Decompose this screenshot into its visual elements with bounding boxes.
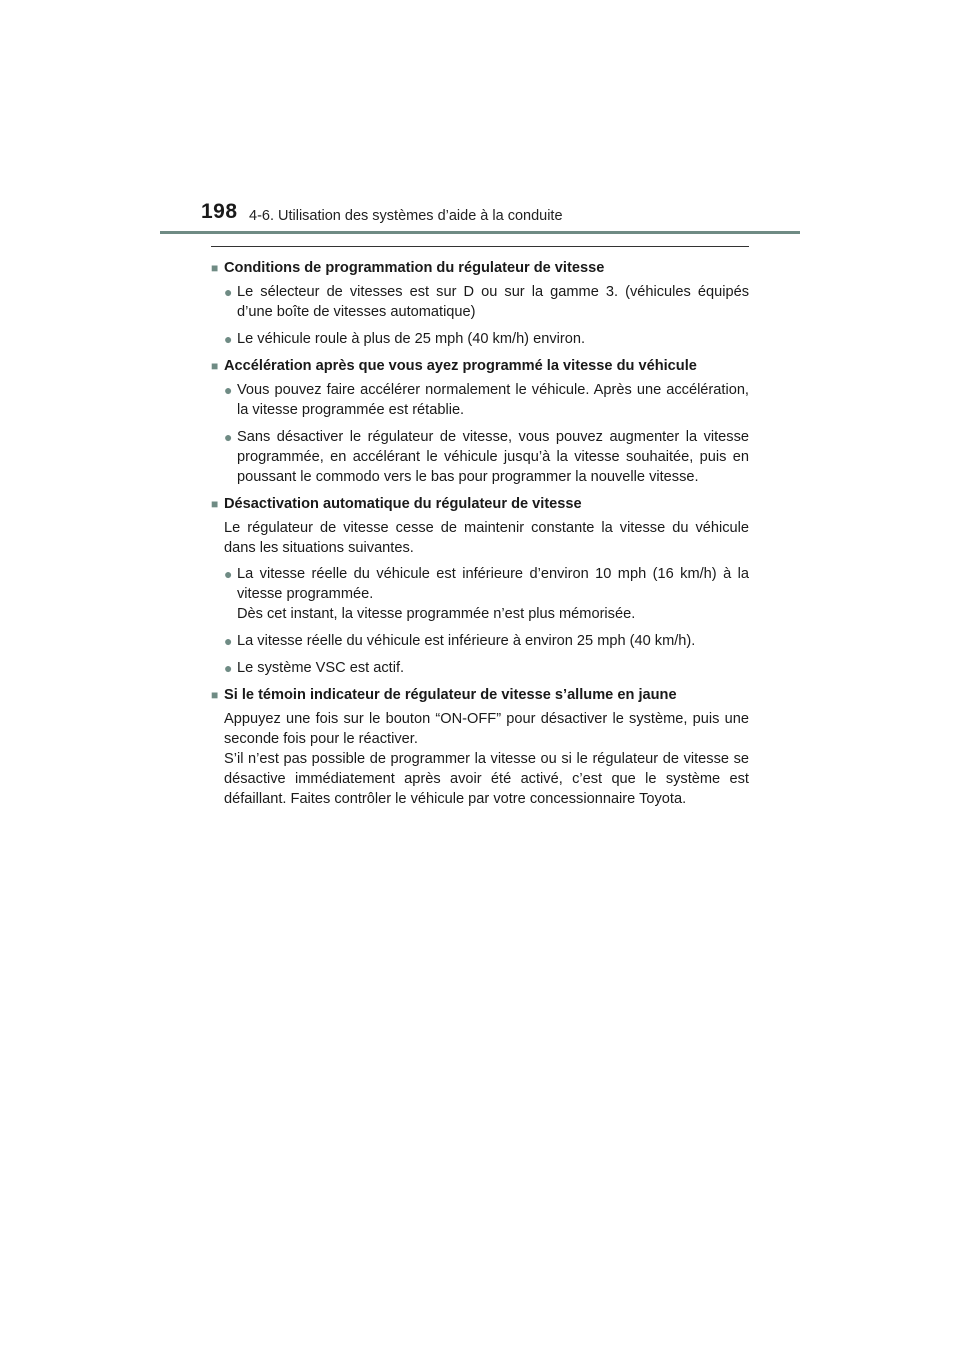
page-number: 198 [201, 200, 238, 223]
section-heading: Si le témoin indicateur de régulateur de vitesse s’allume en jaune [224, 687, 677, 703]
dot-bullet-icon: ● [224, 284, 233, 300]
section-acceleration [211, 356, 749, 487]
square-bullet-icon: ■ [211, 688, 219, 702]
section-indicator-yellow [211, 685, 749, 809]
list-item: ● Le sélecteur de vitesses est sur D ou sur la gamme 3. (véhicules équipés d’une boîte de vitesses automatique) [211, 282, 749, 322]
list-item: ● La vitesse réelle du véhicule est inférieure d’environ 10 mph (16 km/h) à la vitesse programmée. Dès cet instant, la vitesse programmée n’est plus mémorisée. [211, 564, 749, 624]
section-rule [211, 246, 749, 247]
dot-bullet-icon: ● [224, 382, 233, 398]
section-heading: Accélération après que vous ayez programmé la vitesse du véhicule [224, 358, 697, 374]
square-bullet-icon: ■ [211, 261, 219, 275]
dot-bullet-icon: ● [224, 660, 233, 676]
section-paragraph: Appuyez une fois sur le bouton “ON-OFF” pour désactiver le système, puis une seconde fois pour le réactiver. S’il n’est pas possible de programmer la vitesse ou si le régulateur de vitesse se désactive immédiatement après avoir été activé, c’est que le système est défaillant. Faites contrôler le véhicule par votre concessionnaire Toyota. [224, 711, 749, 807]
square-bullet-icon: ■ [211, 359, 219, 373]
chapter-title: 4-6. Utilisation des systèmes d’aide à la conduite [249, 208, 563, 224]
page-content [211, 258, 749, 815]
section-conditions [211, 258, 749, 349]
section-heading: Désactivation automatique du régulateur de vitesse [224, 496, 582, 512]
list-item: ● Le système VSC est actif. [211, 658, 749, 678]
dot-bullet-icon: ● [224, 331, 233, 347]
dot-bullet-icon: ● [224, 566, 233, 582]
section-heading: Conditions de programmation du régulateur de vitesse [224, 260, 605, 276]
list-item: ● Le véhicule roule à plus de 25 mph (40 km/h) environ. [211, 329, 749, 349]
list-item: ● La vitesse réelle du véhicule est inférieure à environ 25 mph (40 km/h). [211, 631, 749, 651]
header-rule [160, 231, 800, 234]
dot-bullet-icon: ● [224, 633, 233, 649]
list-item: ● Sans désactiver le régulateur de vitesse, vous pouvez augmenter la vitesse programmée, en accélérant le véhicule jusqu’à la vitesse souhaitée, puis en poussant le commodo vers le bas pour programmer la nouvelle vitesse. [211, 427, 749, 487]
section-auto-cancel [211, 494, 749, 678]
section-paragraph: Le régulateur de vitesse cesse de maintenir constante la vitesse du véhicule dans les situations suivantes. [224, 520, 749, 556]
dot-bullet-icon: ● [224, 429, 233, 445]
square-bullet-icon: ■ [211, 497, 219, 511]
list-item: ● Vous pouvez faire accélérer normalement le véhicule. Après une accélération, la vitesse programmée est rétablie. [211, 380, 749, 420]
